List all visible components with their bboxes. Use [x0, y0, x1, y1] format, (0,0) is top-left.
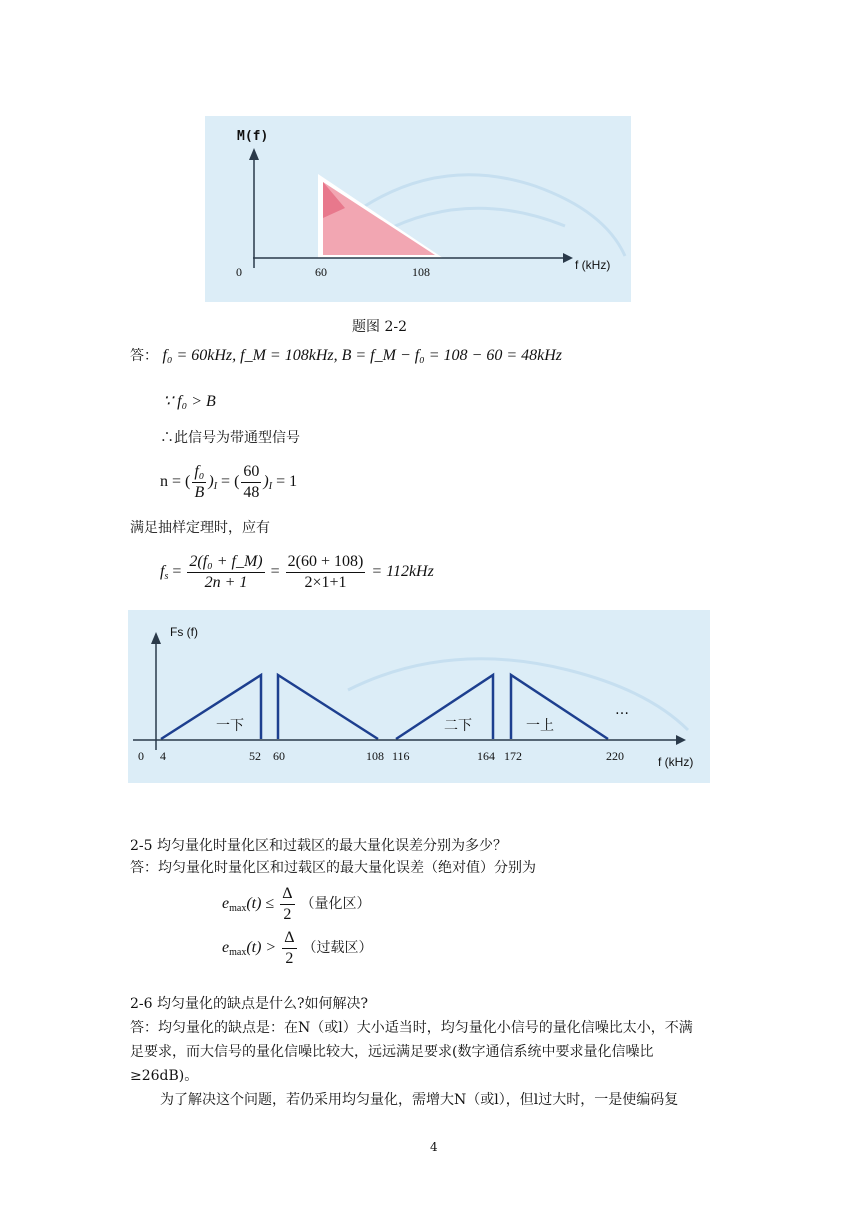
- fs-tick-116: 116: [392, 749, 410, 763]
- fs-frac-2-num: 2(60 + 108): [286, 552, 366, 573]
- e1-sub: max: [229, 903, 247, 915]
- n-frac-1-den: B: [194, 484, 205, 501]
- tick-label-108: 108: [412, 265, 430, 279]
- n-lhs: n = (: [160, 473, 191, 491]
- fs-tick-60: 60: [273, 749, 285, 763]
- fs-frac-2-den: 2×1+1: [304, 574, 347, 591]
- e2-sub: max: [229, 947, 247, 959]
- therefore-line: ∴此信号为带通型信号: [160, 430, 300, 446]
- e1-frac-den: 2: [283, 906, 292, 923]
- fs-tick-108: 108: [366, 749, 384, 763]
- fs-frac-1-num: 2(f₀ + f_M): [187, 552, 264, 573]
- answer-line-1: [130, 346, 562, 366]
- fs-tick-172: 172: [504, 749, 522, 763]
- fs-frac-2: [286, 552, 366, 593]
- n-frac-2-num: 60: [241, 462, 261, 483]
- fs-tick-4: 4: [160, 749, 166, 763]
- n-sub-2: I: [268, 481, 273, 493]
- fs-frac-1-den: 2n + 1: [204, 574, 248, 591]
- because-line: ∵ f₀ > B: [163, 393, 216, 410]
- e2-t: (t) >: [246, 939, 281, 957]
- fs-tick-0: 0: [138, 749, 144, 763]
- answer-2-6-line-3: ≥26dB)。: [130, 1068, 199, 1084]
- figure-sampled-spectrum-svg: [128, 610, 710, 783]
- figure-2-2: [205, 116, 631, 302]
- continuation-ellipsis: …: [615, 702, 629, 718]
- e1-frac: [280, 884, 294, 925]
- fs-lhs: f: [160, 563, 165, 581]
- figure-2-2-svg: [205, 116, 631, 302]
- fs-result: = 112kHz: [367, 563, 434, 581]
- x-axis-label: f (kHz): [575, 258, 611, 272]
- question-2-5: 2-5 均匀量化时量化区和过载区的最大量化误差分别为多少？: [130, 838, 507, 854]
- e2-frac-den: 2: [285, 950, 294, 967]
- n-sub-1: I: [213, 481, 218, 493]
- answer-2-6-line-1: 答：均匀量化的缺点是：在N（或l）大小适当时，均匀量化小信号的量化信噪比太小，不满: [130, 1020, 693, 1036]
- page-number: 4: [430, 1140, 438, 1154]
- equation-n: [160, 462, 297, 503]
- e2-frac: [282, 928, 296, 969]
- answer-2-5: 答：均匀量化时量化区和过载区的最大量化误差（绝对值）分别为: [130, 860, 536, 876]
- e1-frac-num: Δ: [280, 884, 294, 905]
- answer-2-6-line-2: 足要求，而大信号的量化信噪比较大，远远满足要求(数字通信系统中要求量化信噪比: [130, 1044, 654, 1060]
- figure-sampled-spectrum: [128, 610, 710, 783]
- fs-sub: s: [164, 571, 169, 583]
- tick-label-60: 60: [315, 265, 327, 279]
- n-frac-1: [192, 462, 206, 503]
- fs-tick-220: 220: [606, 749, 624, 763]
- n-frac-1-num: f₀: [192, 462, 206, 483]
- band-label-1-lower: 一下: [216, 718, 244, 734]
- fs-y-axis-label: Fs (f): [170, 625, 198, 639]
- sampling-text: 满足抽样定理时，应有: [130, 520, 270, 536]
- e1-lhs: e: [222, 895, 230, 913]
- band-label-2-lower: 二下: [444, 718, 472, 734]
- equation-bandwidth: f₀ = 60kHz, f_M = 108kHz, B = f_M − f₀ = 108 − 60 = 48kHz: [162, 347, 563, 364]
- e2-note: （过载区）: [302, 940, 373, 957]
- fs-x-axis-label: f (kHz): [658, 755, 694, 769]
- fs-tick-164: 164: [477, 749, 495, 763]
- answer-prefix: 答：: [130, 348, 158, 364]
- n-mid: ): [208, 473, 214, 491]
- fs-frac-1: [187, 552, 264, 593]
- equation-emax-overload: [222, 928, 373, 969]
- figure-caption: 题图 2-2: [352, 319, 407, 335]
- equation-fs: [160, 552, 434, 593]
- n-eq: = (: [217, 473, 240, 491]
- question-2-6: 2-6 均匀量化的缺点是什么?如何解决?: [130, 996, 369, 1012]
- e2-lhs: e: [222, 939, 230, 957]
- e2-frac-num: Δ: [282, 928, 296, 949]
- fs-tick-52: 52: [249, 749, 261, 763]
- equation-emax-quantization: [222, 884, 371, 925]
- e1-t: (t) ≤: [246, 895, 279, 913]
- n-result: = 1: [272, 473, 298, 491]
- n-end: ): [263, 473, 269, 491]
- tick-label-0: 0: [236, 265, 242, 279]
- answer-2-6-line-4: 为了解决这个问题，若仍采用均匀量化，需增大N（或l），但l过大时，一是使编码复: [160, 1092, 679, 1108]
- n-frac-2: [241, 462, 261, 503]
- band-label-1-upper: 一上: [526, 718, 554, 734]
- fs-eq: =: [168, 563, 186, 581]
- n-frac-2-den: 48: [243, 484, 260, 501]
- e1-note: （量化区）: [300, 896, 371, 913]
- y-axis-label: M(f): [237, 129, 269, 144]
- fs-eq-2: =: [266, 563, 284, 581]
